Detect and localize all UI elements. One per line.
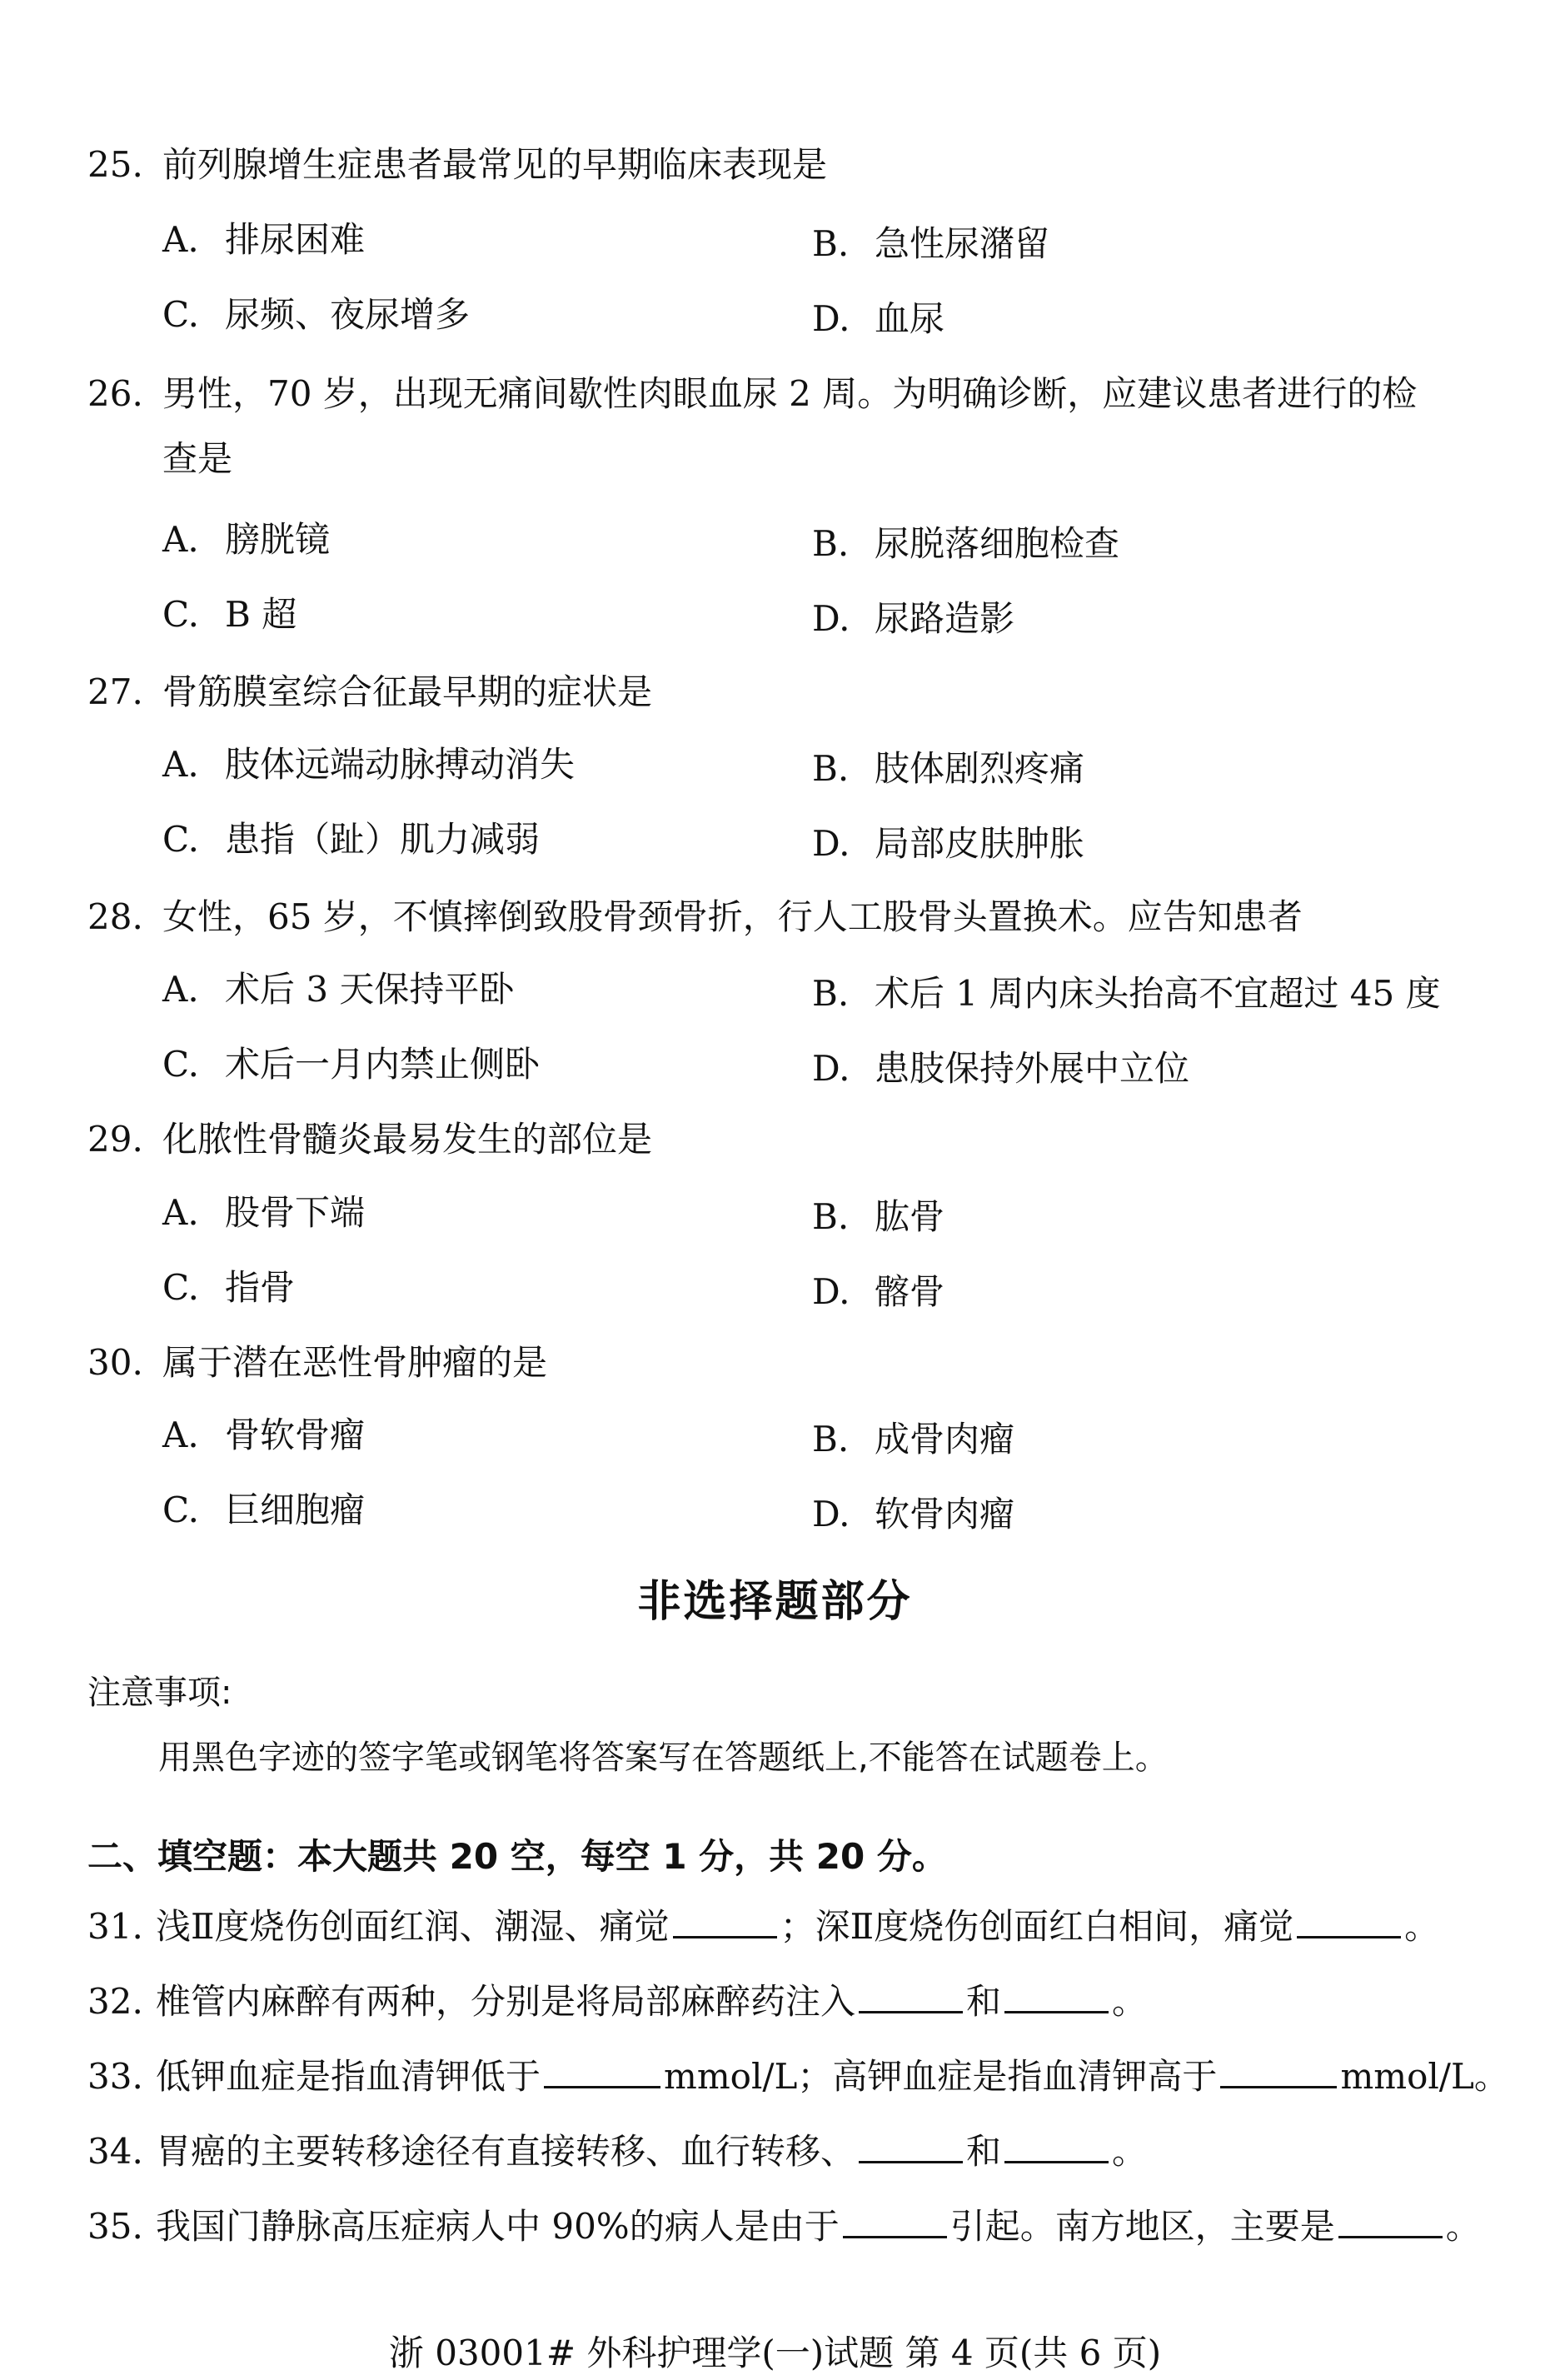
option-label: A. (162, 744, 199, 785)
question-number: 27. (87, 671, 143, 712)
fill-question-35 (87, 2199, 1481, 2249)
notice-heading: 注意事项: (87, 1674, 232, 1712)
option-text: 术后 3 天保持平卧 (225, 969, 515, 1010)
option-text: B 超 (225, 594, 297, 635)
answer-blank[interactable] (859, 1981, 963, 2013)
option-text: 急性尿潴留 (875, 223, 1050, 264)
question-28 (87, 890, 1303, 940)
question-stem: 女性，65 岁，不慎摔倒致股骨颈骨折，行人工股骨头置换术。应告知患者 (162, 896, 1303, 937)
option-text: 骨软骨瘤 (225, 1415, 366, 1455)
option-text: 尿路造影 (875, 598, 1015, 639)
option-d (812, 1041, 1189, 1091)
option-text: 局部皮肤肿胀 (875, 823, 1085, 864)
option-label: C. (162, 1267, 199, 1308)
question-stem: 男性，70 岁，出现无痛间歇性肉眼血尿 2 周。为明确诊断，应建议患者进行的检 (162, 373, 1418, 414)
question-text: 浅Ⅱ度烧伤创面红润、潮湿、痛觉 (156, 1906, 670, 1947)
question-text: 。 (1112, 1981, 1148, 2022)
answer-blank[interactable] (1220, 2056, 1337, 2088)
question-text: 。 (1445, 2206, 1481, 2247)
question-text: ；深Ⅱ度烧伤创面红白相间，痛觉 (780, 1906, 1294, 1947)
notice-text: 用黑色字迹的签字笔或钢笔将答案写在答题纸上,不能答在试题卷上。 (158, 1739, 1169, 1777)
option-text: 患指（趾）肌力减弱 (225, 819, 541, 860)
question-stem: 前列腺增生症患者最常见的早期临床表现是 (162, 144, 828, 185)
question-number: 33. (87, 2056, 143, 2097)
option-b (812, 516, 1119, 566)
option-b (812, 741, 1084, 791)
answer-blank[interactable] (1004, 2131, 1109, 2163)
page-footer: 浙 03001# 外科护理学(一)试题 第 4 页(共 6 页) (388, 2333, 1162, 2373)
option-text: 术后一月内禁止侧卧 (225, 1044, 541, 1085)
option-c (162, 1037, 540, 1087)
option-label: D. (812, 598, 850, 639)
question-26 (87, 367, 1418, 479)
question-text: 。 (1404, 1906, 1440, 1947)
question-number: 35. (87, 2206, 143, 2247)
option-label: B. (812, 223, 850, 264)
question-text: mmol/L；高钾血症是指血清钾高于 (664, 2056, 1218, 2097)
option-text: 患肢保持外展中立位 (875, 1048, 1190, 1089)
option-text: 髂骨 (875, 1271, 945, 1312)
option-a (162, 212, 365, 262)
option-d (812, 1487, 1014, 1537)
option-label: D. (812, 823, 850, 864)
question-number: 30. (87, 1342, 143, 1383)
option-c (162, 812, 540, 862)
option-label: B. (812, 523, 850, 564)
option-label: D. (812, 1048, 850, 1089)
option-c (162, 1260, 295, 1310)
option-d (812, 292, 944, 342)
answer-blank[interactable] (1004, 1981, 1109, 2013)
question-stem-continued: 查是 (162, 438, 233, 479)
question-25 (87, 137, 827, 187)
section-heading: 二、填空题：本大题共 20 空，每空 1 分，共 20 分。 (87, 1836, 947, 1877)
question-stem: 属于潜在恶性骨肿瘤的是 (162, 1342, 548, 1383)
option-d (812, 816, 1084, 866)
option-a (162, 1185, 365, 1235)
option-text: 成骨肉瘤 (875, 1419, 1015, 1459)
question-number: 25. (87, 144, 143, 185)
option-b (812, 966, 1441, 1016)
option-a (162, 512, 330, 562)
option-label: C. (162, 294, 199, 335)
option-label: C. (162, 1044, 199, 1085)
option-b (812, 1190, 944, 1240)
option-label: A. (162, 1415, 199, 1455)
option-a (162, 737, 575, 787)
option-text: 巨细胞瘤 (225, 1489, 366, 1530)
option-text: 肱骨 (875, 1196, 945, 1237)
answer-blank[interactable] (859, 2131, 963, 2163)
question-27 (87, 665, 652, 715)
option-text: 股骨下端 (225, 1192, 366, 1233)
question-text: 引起。南方地区，主要是 (949, 2206, 1335, 2247)
answer-blank[interactable] (843, 2206, 947, 2238)
option-c (162, 1483, 365, 1533)
option-label: B. (812, 748, 850, 789)
option-text: 尿频、夜尿增多 (225, 294, 471, 335)
option-label: C. (162, 594, 199, 635)
option-label: A. (162, 1192, 199, 1233)
option-d (812, 591, 1014, 641)
question-text: 和 (966, 1981, 1002, 2022)
question-text: 椎管内麻醉有两种，分别是将局部麻醉药注入 (156, 1981, 856, 2022)
question-number: 28. (87, 896, 143, 937)
option-a (162, 962, 514, 1012)
question-number: 26. (87, 373, 143, 414)
option-text: 尿脱落细胞检查 (875, 523, 1120, 564)
fill-question-32 (87, 1974, 1147, 2024)
option-label: B. (812, 1196, 850, 1237)
question-29 (87, 1112, 652, 1162)
question-number: 32. (87, 1981, 143, 2022)
option-text: 术后 1 周内床头抬高不宜超过 45 度 (875, 973, 1441, 1014)
question-text: 我国门静脉高压症病人中 90%的病人是由于 (156, 2206, 840, 2247)
question-text: 胃癌的主要转移途径有直接转移、血行转移、 (156, 2131, 856, 2172)
option-label: A. (162, 969, 199, 1010)
question-number: 29. (87, 1119, 143, 1160)
option-label: C. (162, 1489, 199, 1530)
answer-blank[interactable] (1297, 1906, 1401, 1938)
option-c (162, 287, 470, 337)
answer-blank[interactable] (544, 2056, 660, 2088)
option-label: D. (812, 1494, 850, 1534)
option-label: A. (162, 219, 199, 260)
option-a (162, 1408, 365, 1458)
question-text: 低钾血症是指血清钾低于 (156, 2056, 541, 2097)
option-text: 肢体远端动脉搏动消失 (225, 744, 576, 785)
question-text: mmol/L。 (1340, 2056, 1509, 2097)
question-number: 34. (87, 2131, 143, 2172)
option-text: 指骨 (225, 1267, 296, 1308)
option-text: 排尿困难 (225, 219, 366, 260)
question-number: 31. (87, 1906, 143, 1947)
option-label: C. (162, 819, 199, 860)
question-text: 和 (966, 2131, 1002, 2172)
option-label: B. (812, 973, 850, 1014)
option-text: 血尿 (875, 298, 945, 339)
answer-blank[interactable] (673, 1906, 777, 1938)
option-text: 肢体剧烈疼痛 (875, 748, 1085, 789)
question-text: 。 (1112, 2131, 1148, 2172)
option-text: 膀胱镜 (225, 519, 331, 560)
option-label: D. (812, 298, 850, 339)
option-c (162, 587, 297, 637)
option-d (812, 1265, 944, 1315)
question-stem: 骨筋膜室综合征最早期的症状是 (162, 671, 653, 712)
part-title: 非选择题部分 (637, 1577, 913, 1627)
fill-question-33 (87, 2049, 1509, 2099)
option-label: A. (162, 519, 199, 560)
fill-question-34 (87, 2124, 1147, 2174)
option-b (812, 1412, 1014, 1462)
option-b (812, 217, 1049, 267)
answer-blank[interactable] (1338, 2206, 1443, 2238)
option-label: B. (812, 1419, 850, 1459)
question-stem: 化脓性骨髓炎最易发生的部位是 (162, 1119, 653, 1160)
fill-question-31 (87, 1899, 1439, 1949)
question-30 (87, 1335, 547, 1385)
option-text: 软骨肉瘤 (875, 1494, 1015, 1534)
option-label: D. (812, 1271, 850, 1312)
